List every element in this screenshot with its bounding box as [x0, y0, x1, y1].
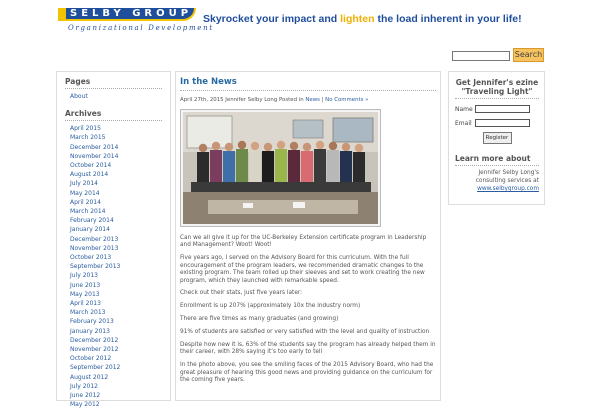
post-paragraph: Despite how new it is, 63% of the students say the program has already helped them in their career, with 28% saying it’s too early to tell — [180, 342, 436, 356]
sidebar-link-archive[interactable]: July 2013 — [70, 272, 98, 280]
tagline-part-1: Skyrocket your impact and — [203, 13, 341, 25]
sidebar-link-archive[interactable]: June 2013 — [70, 281, 101, 289]
register-button[interactable]: Register — [483, 132, 512, 144]
sidebar-link-archive[interactable]: June 2012 — [70, 392, 101, 400]
post-photo — [180, 109, 381, 227]
sidebar-link-archive[interactable]: May 2014 — [70, 189, 100, 197]
tagline-part-2: the load inherent in your life! — [374, 13, 522, 25]
archives-widget — [65, 109, 162, 409]
search-input[interactable] — [452, 51, 510, 61]
post-paragraph: 91% of students are satisfied or very satisfied with the level and quality of instruction — [180, 329, 430, 336]
sidebar-link-archive[interactable]: October 2012 — [70, 355, 112, 363]
sidebar-link-archive[interactable]: December 2013 — [70, 235, 119, 243]
sidebar-link-archive[interactable]: August 2012 — [70, 373, 109, 381]
sidebar-link-archive[interactable]: January 2014 — [70, 226, 110, 234]
tagline-highlight: lighten — [340, 13, 375, 25]
sidebar-link-archive[interactable]: August 2014 — [70, 171, 109, 179]
sidebar-link-archive[interactable]: December 2014 — [70, 143, 119, 151]
search-button[interactable]: Search — [513, 48, 544, 62]
post-paragraph: Five years ago, I served on the Advisory Board for this curriculum. With the full encouragement of the program leaders, we recommended dramatic changes to the existing program. The team rolled up their sleeves and set to work creating the new program, which they launched with remarkable speed. — [180, 255, 425, 284]
sidebar-link-archive[interactable]: July 2014 — [70, 180, 98, 188]
sidebar-link-archive[interactable]: October 2014 — [70, 162, 112, 170]
pages-widget — [65, 77, 162, 101]
sidebar-link-page[interactable]: About — [70, 93, 88, 100]
archives-list — [65, 124, 162, 409]
post-title[interactable]: In the News — [180, 77, 436, 91]
right-sidebar — [448, 71, 545, 205]
post-paragraph: Can we all give it up for the UC-Berkeley Extension certificate program in Leadership and Management? Woot! Woot! — [180, 235, 427, 249]
group-photo-image — [183, 112, 378, 224]
sidebar-link-archive[interactable]: November 2014 — [70, 152, 119, 160]
post-comments-link[interactable]: No Comments » — [325, 97, 369, 103]
learn-more-heading: Learn more about — [455, 154, 539, 166]
logo-subtitle: Organizational Development — [68, 24, 214, 32]
sidebar-link-archive[interactable]: November 2013 — [70, 244, 119, 252]
name-row — [455, 105, 539, 113]
learn-more-text — [455, 169, 539, 193]
post-meta-text: April 27th, 2015 Jennifer Selby Long Posted in — [180, 97, 306, 103]
sidebar-link-archive[interactable]: May 2013 — [70, 290, 100, 298]
site-logo[interactable] — [58, 8, 196, 21]
post-category-link[interactable]: News — [305, 97, 320, 103]
post-paragraph: Enrollment is up 207% (approximately 10x the industry norm) — [180, 303, 361, 310]
post-paragraph: Check out their stats, just five years later: — [180, 290, 303, 297]
meta-separator: | — [319, 97, 326, 103]
main-content — [175, 71, 441, 401]
sidebar-link-archive[interactable]: December 2012 — [70, 336, 119, 344]
learn-more-description: Jennifer Selby Long's consulting services at — [475, 170, 539, 184]
sidebar-link-archive[interactable]: September 2013 — [70, 263, 121, 271]
post-body — [180, 235, 436, 385]
post-meta — [180, 97, 436, 103]
sidebar-link-archive[interactable]: March 2014 — [70, 208, 106, 216]
sidebar-link-archive[interactable]: November 2012 — [70, 346, 119, 354]
sidebar-link-archive[interactable]: March 2015 — [70, 134, 106, 142]
archives-heading: Archives — [65, 109, 162, 121]
sidebar-link-archive[interactable]: February 2014 — [70, 217, 114, 225]
sidebar-link-archive[interactable]: April 2015 — [70, 125, 101, 133]
email-row — [455, 119, 539, 127]
ezine-heading: Get Jennifer's ezine "Traveling Light" — [455, 78, 539, 99]
site-tagline — [203, 13, 522, 25]
name-label: Name — [455, 105, 473, 113]
sidebar-link-archive[interactable]: July 2012 — [70, 382, 98, 390]
sidebar-link-archive[interactable]: April 2014 — [70, 198, 101, 206]
pages-heading: Pages — [65, 77, 162, 89]
selbygroup-link[interactable]: www.selbygroup.com — [477, 186, 539, 192]
name-field[interactable] — [475, 105, 530, 113]
sidebar-link-archive[interactable]: January 2013 — [70, 327, 110, 335]
post-paragraph: There are five times as many graduates (and growing) — [180, 316, 339, 323]
sidebar-link-archive[interactable]: April 2013 — [70, 300, 101, 308]
left-sidebar — [56, 71, 171, 409]
email-label: Email — [455, 119, 472, 127]
email-field[interactable] — [475, 119, 530, 127]
sidebar-link-archive[interactable]: May 2012 — [70, 401, 100, 409]
sidebar-link-archive[interactable]: October 2013 — [70, 254, 112, 262]
logo-text: SELBY GROUP — [70, 8, 193, 19]
sidebar-link-archive[interactable]: September 2012 — [70, 364, 121, 372]
sidebar-link-archive[interactable]: March 2013 — [70, 309, 106, 317]
pages-list — [65, 92, 162, 101]
post-paragraph: In the photo above, you see the smiling faces of the 2015 Advisory Board, who had the great pleasure of hearing this good news and providing guidance on the curriculum for the coming five years. — [180, 362, 434, 384]
sidebar-link-archive[interactable]: February 2013 — [70, 318, 114, 326]
